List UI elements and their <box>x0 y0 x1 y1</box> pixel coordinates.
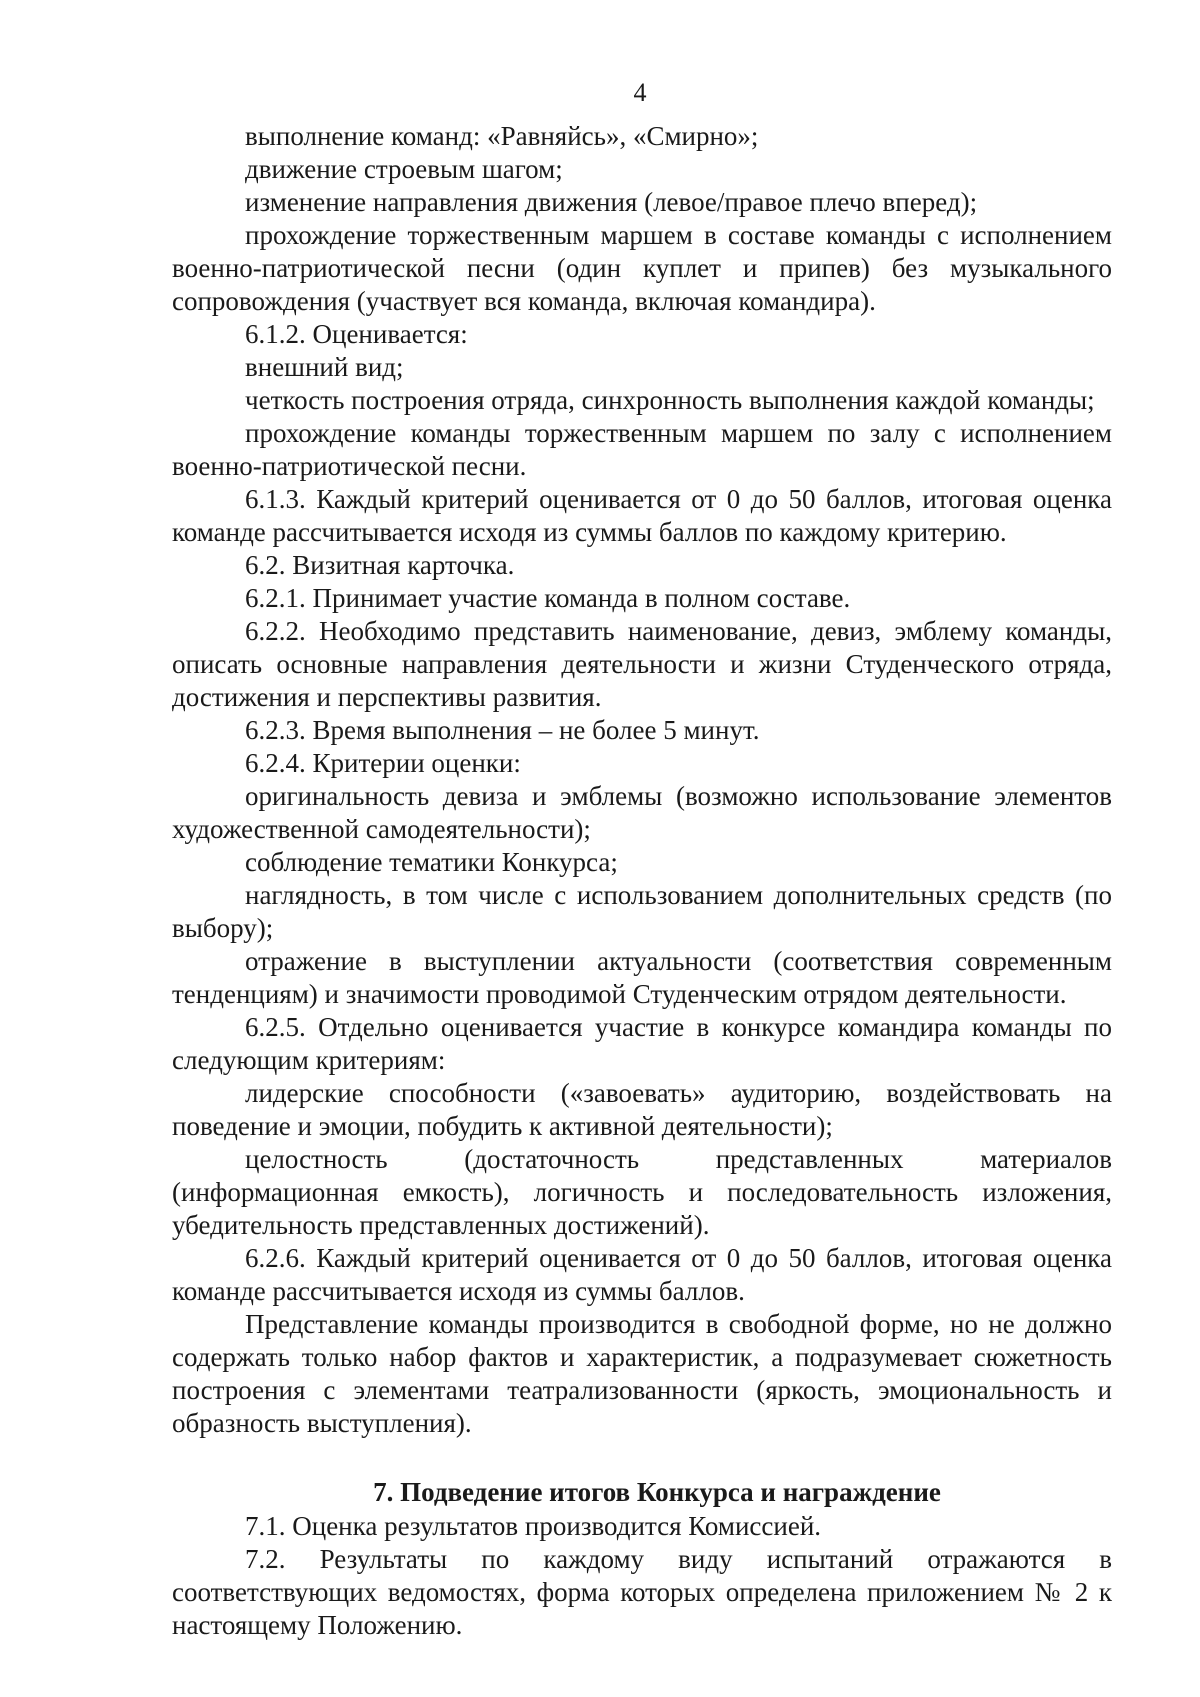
page-number: 4 <box>633 78 647 107</box>
paragraph: 6.2.4. Критерии оценки: <box>245 748 521 778</box>
paragraphs-after-heading <box>172 1510 1112 1642</box>
section-heading: 7. Подведение итогов Конкурса и награждение <box>373 1477 941 1507</box>
paragraph: 6.2.6. Каждый критерий оценивается от 0 до 50 баллов, итоговая оценка команде рассчитывается исходя из суммы баллов. <box>172 1243 1112 1306</box>
paragraph: отражение в выступлении актуальности (соответствия современным тенденциям) и значимости проводимой Студенческим отрядом деятельности. <box>172 946 1112 1009</box>
paragraph: выполнение команд: «Равняйсь», «Смирно»; <box>245 121 759 151</box>
paragraph: 6.2.3. Время выполнения – не более 5 минут. <box>245 715 760 745</box>
paragraph: 6.2.1. Принимает участие команда в полном составе. <box>245 583 851 613</box>
paragraph: оригинальность девиза и эмблемы (возможно использование элементов художественной самодеятельности); <box>172 781 1112 844</box>
paragraph: прохождение торжественным маршем в составе команды с исполнением военно-патриотической песни (один куплет и припев) без музыкального сопровождения (участвует вся команда, включая командира). <box>172 220 1112 316</box>
paragraph: изменение направления движения (левое/правое плечо вперед); <box>245 187 978 217</box>
paragraph: целостность (достаточность представленных материалов (информационная емкость), логичность и последовательность изложения, убедительность представленных достижений). <box>172 1144 1112 1240</box>
paragraph: 7.1. Оценка результатов производится Комиссией. <box>245 1511 822 1541</box>
paragraphs-before-heading <box>172 120 1112 1440</box>
paragraph: четкость построения отряда, синхронность выполнения каждой команды; <box>245 385 1095 415</box>
paragraph: лидерские способности («завоевать» аудиторию, воздействовать на поведение и эмоции, побудить к активной деятельности); <box>172 1078 1112 1141</box>
paragraph: 6.2. Визитная карточка. <box>245 550 515 580</box>
paragraph: наглядность, в том числе с использованием дополнительных средств (по выбору); <box>172 880 1112 943</box>
document-body <box>172 120 1112 1642</box>
paragraph: 6.2.2. Необходимо представить наименование, девиз, эмблему команды, описать основные направления деятельности и жизни Студенческого отряда, достижения и перспективы развития. <box>172 616 1112 712</box>
paragraph: 6.1.2. Оценивается: <box>245 319 468 349</box>
paragraph: 6.1.3. Каждый критерий оценивается от 0 до 50 баллов, итоговая оценка команде рассчитывается исходя из суммы баллов по каждому критерию. <box>172 484 1112 547</box>
paragraph: внешний вид; <box>245 352 404 382</box>
paragraph: прохождение команды торжественным маршем по залу с исполнением военно-патриотической песни. <box>172 418 1112 481</box>
paragraph: 7.2. Результаты по каждому виду испытаний отражаются в соответствующих ведомостях, форма которых определена приложением № 2 к настоящему Положению. <box>172 1544 1112 1640</box>
paragraph: Представление команды производится в свободной форме, но не должно содержать только набор фактов и характеристик, а подразумевает сюжетность построения с элементами театрализованности (яркость, эмоциональность и образность выступления). <box>172 1309 1112 1438</box>
paragraph: соблюдение тематики Конкурса; <box>245 847 618 877</box>
paragraph: движение строевым шагом; <box>245 154 563 184</box>
paragraph: 6.2.5. Отдельно оценивается участие в конкурсе командира команды по следующим критериям: <box>172 1012 1112 1075</box>
